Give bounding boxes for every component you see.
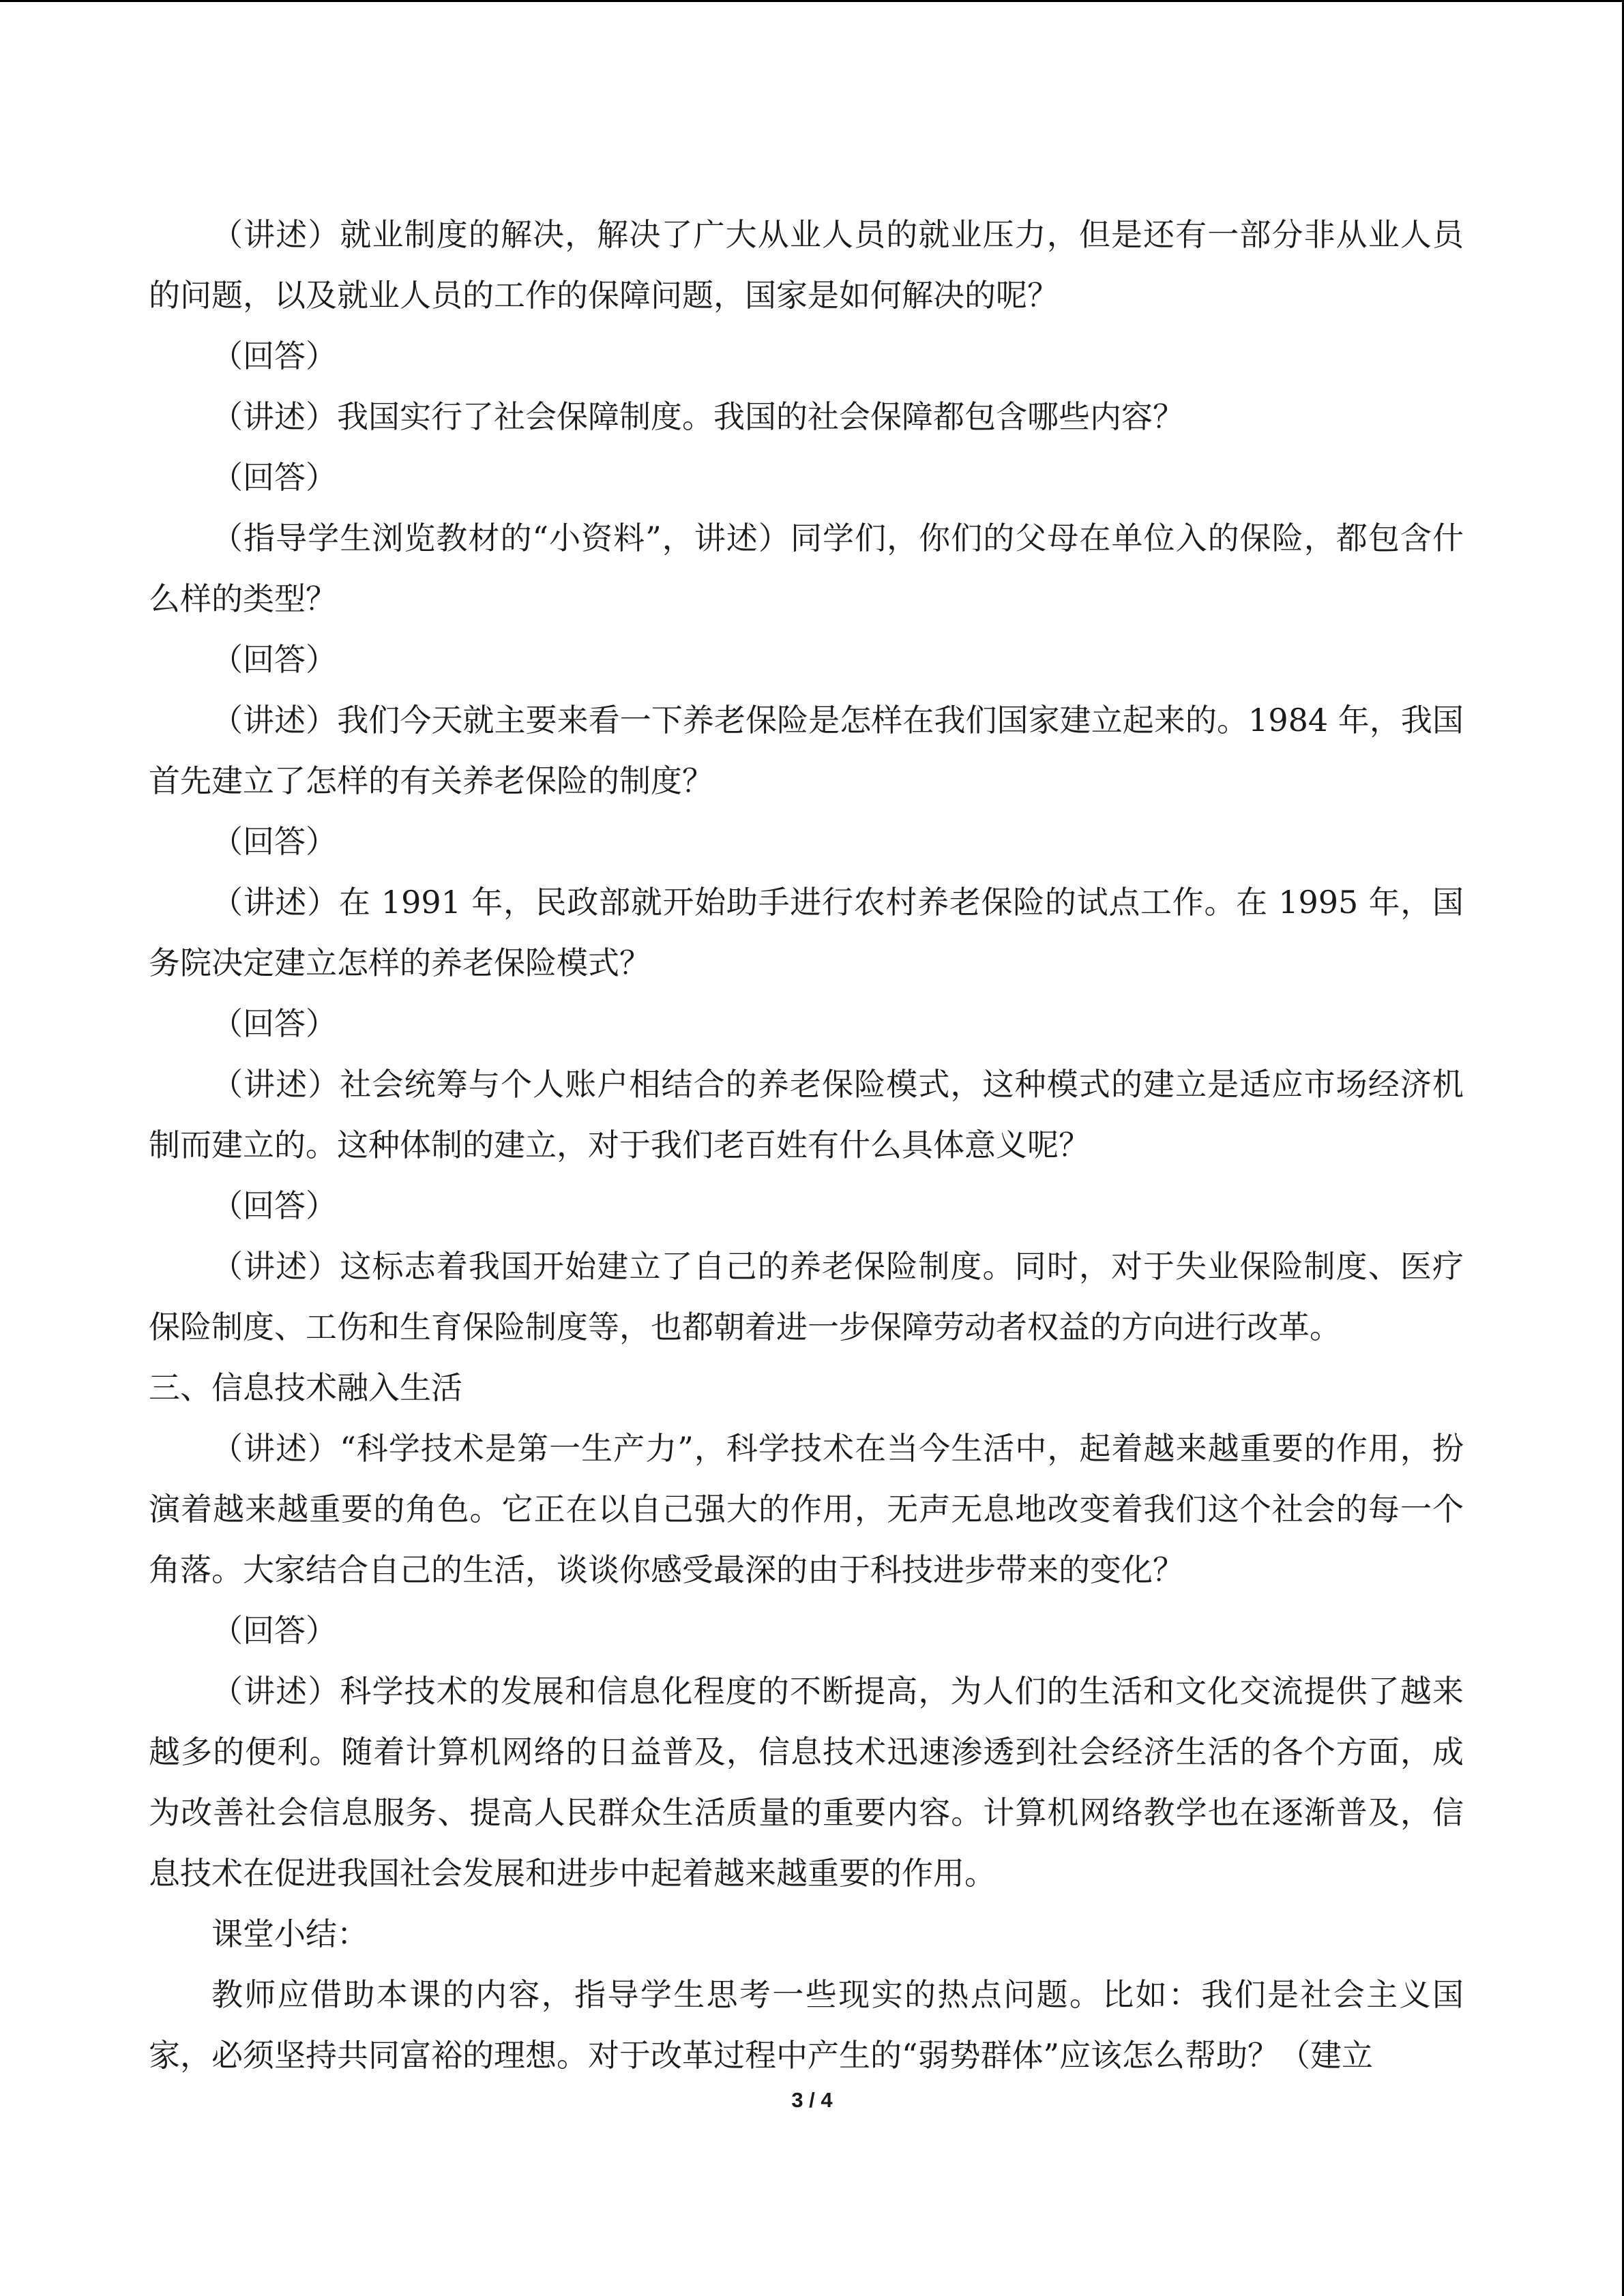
paragraph: （回答） bbox=[211, 459, 337, 496]
paragraph: （讲述）在 1991 年，民政部就开始助手进行农村养老保险的试点工作。在 1995 年，国务院决定建立怎样的养老保险模式？ bbox=[149, 884, 1464, 981]
paragraph: （讲述）我们今天就主要来看一下养老保险是怎样在我们国家建立起来的。1984 年，我国首先建立了怎样的有关养老保险的制度？ bbox=[149, 702, 1464, 799]
document-body bbox=[149, 205, 1464, 2086]
paragraph: （讲述）科学技术的发展和信息化程度的不断提高，为人们的生活和文化交流提供了越来越多的便利。随着计算机网络的日益普及，信息技术迅速渗透到社会经济生活的各个方面，成为改善社会信息服务、提高人民群众生活质量的重要内容。计算机网络教学也在逐渐普及，信息技术在促进我国社会发展和进步中起着越来越重要的作用。 bbox=[149, 1673, 1464, 1892]
paragraph: （回答） bbox=[211, 1187, 337, 1224]
paragraph: （讲述）社会统筹与个人账户相结合的养老保险模式，这种模式的建立是适应市场经济机制而建立的。这种体制的建立，对于我们老百姓有什么具体意义呢？ bbox=[149, 1066, 1464, 1163]
paragraph: （讲述）我国实行了社会保障制度。我国的社会保障都包含哪些内容？ bbox=[211, 398, 1184, 435]
paragraph: 教师应借助本课的内容，指导学生思考一些现实的热点问题。比如：我们是社会主义国家，必须坚持共同富裕的理想。对于改革过程中产生的“弱势群体”应该怎么帮助？（建立 bbox=[149, 1976, 1464, 2074]
paragraph: （回答） bbox=[211, 823, 337, 860]
paragraph: （讲述）“科学技术是第一生产力”，科学技术在当今生活中，起着越来越重要的作用，扮演着越来越重要的角色。它正在以自己强大的作用，无声无息地改变着我们这个社会的每一个角落。大家结合自己的生活，谈谈你感受最深的由于科技进步带来的变化？ bbox=[149, 1430, 1464, 1588]
section-heading: 三、信息技术融入生活 bbox=[149, 1369, 462, 1406]
paragraph: （指导学生浏览教材的“小资料”，讲述）同学们，你们的父母在单位入的保险，都包含什么样的类型？ bbox=[149, 520, 1464, 617]
paragraph: （回答） bbox=[211, 641, 337, 678]
paragraph: （回答） bbox=[211, 1612, 337, 1649]
paragraph: （回答） bbox=[211, 338, 337, 374]
page-number: 3 / 4 bbox=[791, 2088, 833, 2112]
paragraph: （讲述）这标志着我国开始建立了自己的养老保险制度。同时，对于失业保险制度、医疗保险制度、工伤和生育保险制度等，也都朝着进一步保障劳动者权益的方向进行改革。 bbox=[149, 1248, 1464, 1345]
paragraph: （讲述）就业制度的解决，解决了广大从业人员的就业压力，但是还有一部分非从业人员的问题，以及就业人员的工作的保障问题，国家是如何解决的呢？ bbox=[149, 216, 1464, 314]
summary-label: 课堂小结： bbox=[211, 1915, 368, 1952]
paragraph: （回答） bbox=[211, 1005, 337, 1042]
